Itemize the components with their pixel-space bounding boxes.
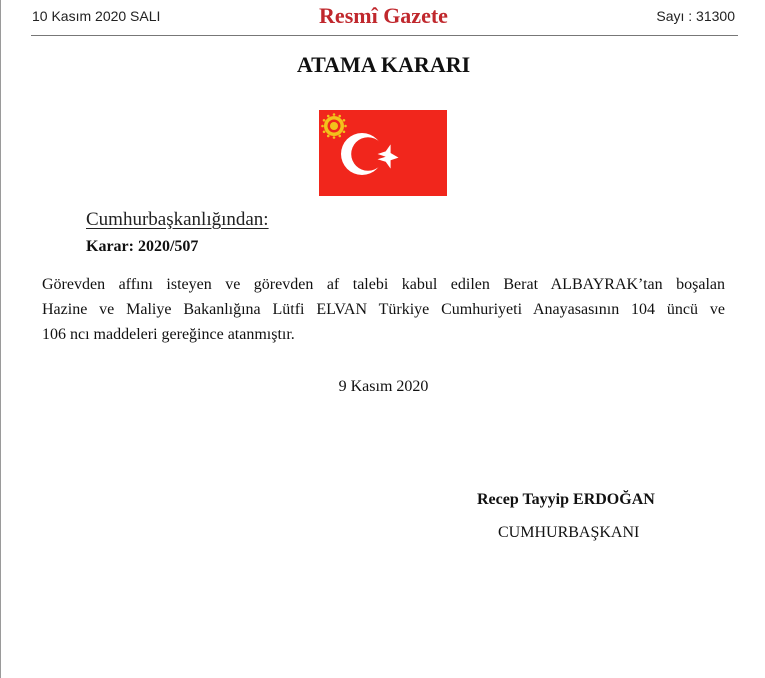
decision-number: Karar: 2020/507 [86,238,199,255]
document-title: ATAMA KARARI [296,52,471,77]
body-line: Hazine ve Maliye Bakanlığına Lütfi ELVAN Türkiye Cumhuriyeti Anayasasının 104 üncü ve [42,301,725,318]
issuing-institution: Cumhurbaşkanlığından: [86,209,269,230]
signature-date: 9 Kasım 2020 [338,378,429,395]
gazette-title: Resmî Gazete [319,3,448,28]
header-divider [31,35,738,36]
issue-date: 10 Kasım 2020 SALI [32,8,161,24]
body-line: 106 ncı maddeleri gereğince atanmıştır. [42,326,295,343]
body-line: Görevden affını isteyen ve görevden af talebi kabul edilen Berat ALBAYRAK’tan boşalan [42,276,725,293]
signer-name: Recep Tayyip ERDOĞAN [477,491,655,508]
signer-title: CUMHURBAŞKANI [498,524,640,541]
issue-number: Sayı : 31300 [656,8,735,24]
turkish-flag-emblem-icon [319,110,447,196]
decision-body [42,272,725,347]
